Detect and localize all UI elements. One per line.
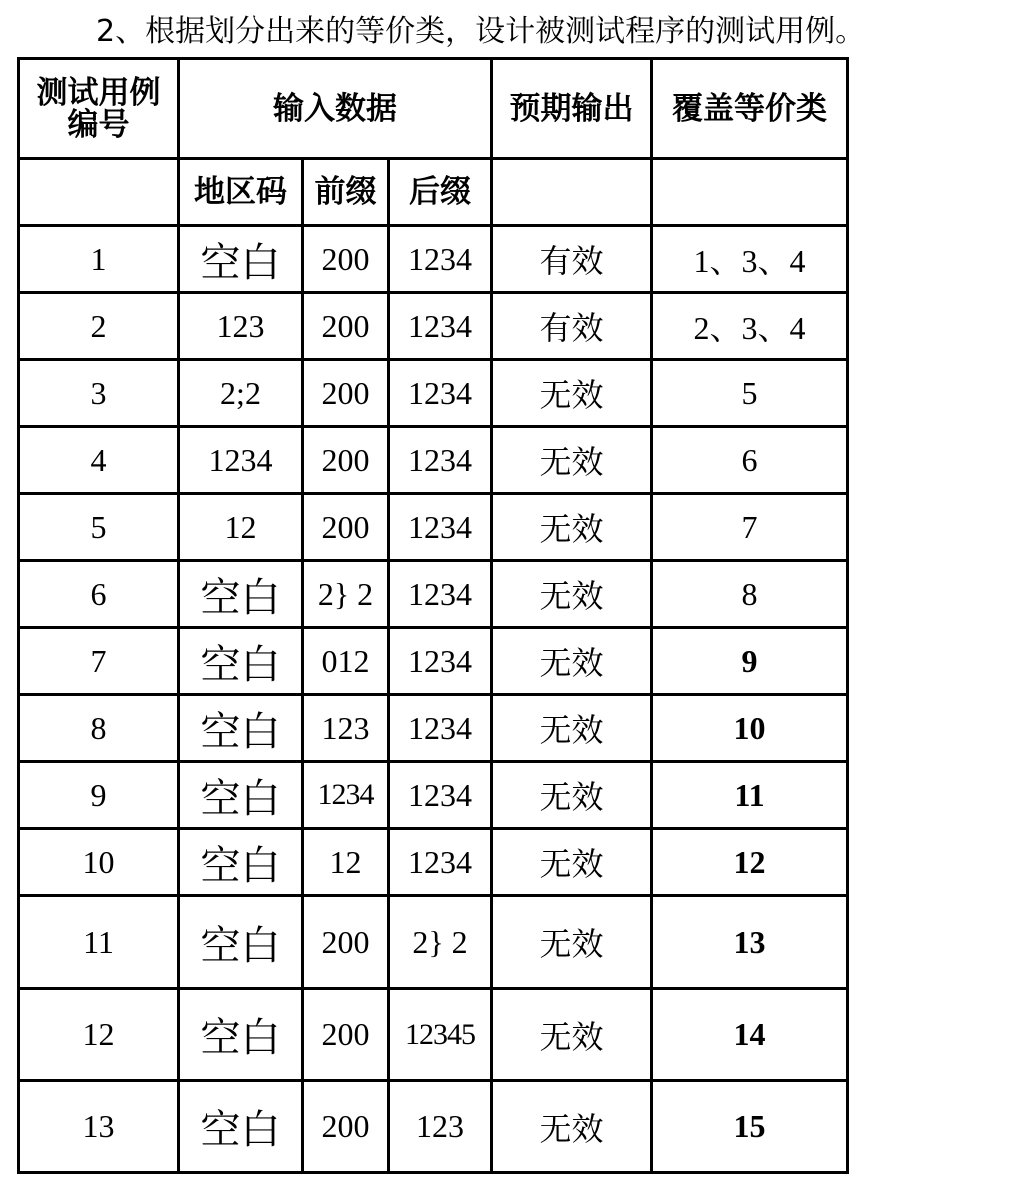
table-row xyxy=(19,494,848,561)
suffix-cell: 1234 xyxy=(389,360,492,427)
case-id-cell: 8 xyxy=(19,695,179,762)
suffix-cell: 2} 2 xyxy=(389,896,492,989)
table-row xyxy=(19,427,848,494)
prefix-cell: 200 xyxy=(303,427,389,494)
covered-classes-cell: 15 xyxy=(652,1081,848,1173)
table-row xyxy=(19,695,848,762)
area-code-cell: 空白 xyxy=(179,762,303,829)
expected-output-cell: 有效 xyxy=(492,226,652,293)
case-id-cell: 12 xyxy=(19,989,179,1081)
expected-output-cell: 无效 xyxy=(492,695,652,762)
table-row xyxy=(19,762,848,829)
covered-classes-cell: 8 xyxy=(652,561,848,628)
header-covered: 覆盖等价类 xyxy=(652,59,848,159)
prefix-cell: 200 xyxy=(303,226,389,293)
suffix-cell: 1234 xyxy=(389,561,492,628)
prefix-cell: 123 xyxy=(303,695,389,762)
header-area-code: 地区码 xyxy=(179,159,303,226)
case-id-cell: 11 xyxy=(19,896,179,989)
case-id-cell: 9 xyxy=(19,762,179,829)
header-prefix: 前缀 xyxy=(303,159,389,226)
area-code-cell: 空白 xyxy=(179,695,303,762)
table-row xyxy=(19,226,848,293)
covered-classes-cell: 6 xyxy=(652,427,848,494)
suffix-cell: 1234 xyxy=(389,829,492,896)
area-code-cell: 1234 xyxy=(179,427,303,494)
prefix-cell: 12 xyxy=(303,829,389,896)
covered-classes-cell: 12 xyxy=(652,829,848,896)
prefix-cell: 200 xyxy=(303,989,389,1081)
area-code-cell: 空白 xyxy=(179,1081,303,1173)
header-suffix: 后缀 xyxy=(389,159,492,226)
prefix-cell: 1234 xyxy=(303,762,389,829)
case-id-cell: 1 xyxy=(19,226,179,293)
header-case-id-line1: 测试用例 xyxy=(36,74,161,111)
table-row xyxy=(19,1081,848,1173)
expected-output-cell: 无效 xyxy=(492,494,652,561)
suffix-cell: 123 xyxy=(389,1081,492,1173)
case-id-cell: 4 xyxy=(19,427,179,494)
table-row xyxy=(19,360,848,427)
covered-classes-cell: 11 xyxy=(652,762,848,829)
prefix-cell: 200 xyxy=(303,360,389,427)
covered-classes-cell: 5 xyxy=(652,360,848,427)
prefix-cell: 012 xyxy=(303,628,389,695)
header-row-sub xyxy=(19,159,848,226)
case-id-cell: 13 xyxy=(19,1081,179,1173)
area-code-cell: 2;2 xyxy=(179,360,303,427)
suffix-cell: 1234 xyxy=(389,628,492,695)
suffix-cell: 1234 xyxy=(389,695,492,762)
suffix-cell: 1234 xyxy=(389,293,492,360)
covered-classes-cell: 14 xyxy=(652,989,848,1081)
case-id-cell: 5 xyxy=(19,494,179,561)
case-id-cell: 7 xyxy=(19,628,179,695)
expected-output-cell: 无效 xyxy=(492,360,652,427)
area-code-cell: 空白 xyxy=(179,628,303,695)
covered-classes-cell: 2、3、4 xyxy=(652,293,848,360)
section-heading: 2、根据划分出来的等价类，设计被测试程序的测试用例。 xyxy=(96,14,866,49)
table-row xyxy=(19,293,848,360)
suffix-cell: 1234 xyxy=(389,226,492,293)
expected-output-cell: 无效 xyxy=(492,427,652,494)
prefix-cell: 200 xyxy=(303,293,389,360)
case-id-cell: 6 xyxy=(19,561,179,628)
expected-output-cell: 无效 xyxy=(492,989,652,1081)
header-case-id xyxy=(19,59,179,159)
covered-classes-cell: 10 xyxy=(652,695,848,762)
area-code-cell: 空白 xyxy=(179,896,303,989)
expected-output-cell: 有效 xyxy=(492,293,652,360)
header-empty xyxy=(492,159,652,226)
suffix-cell: 1234 xyxy=(389,427,492,494)
prefix-cell: 200 xyxy=(303,896,389,989)
covered-classes-cell: 9 xyxy=(652,628,848,695)
header-expected: 预期输出 xyxy=(492,59,652,159)
expected-output-cell: 无效 xyxy=(492,762,652,829)
prefix-cell: 2} 2 xyxy=(303,561,389,628)
suffix-cell: 1234 xyxy=(389,762,492,829)
test-case-rows xyxy=(19,226,848,1173)
covered-classes-cell: 1、3、4 xyxy=(652,226,848,293)
expected-output-cell: 无效 xyxy=(492,1081,652,1173)
table-row xyxy=(19,896,848,989)
area-code-cell: 12 xyxy=(179,494,303,561)
expected-output-cell: 无效 xyxy=(492,829,652,896)
header-case-id-line2: 编号 xyxy=(67,106,130,143)
expected-output-cell: 无效 xyxy=(492,628,652,695)
header-input: 输入数据 xyxy=(179,59,492,159)
test-case-table xyxy=(17,57,849,1174)
table-row xyxy=(19,561,848,628)
covered-classes-cell: 13 xyxy=(652,896,848,989)
header-row-main xyxy=(19,59,848,159)
table-row xyxy=(19,628,848,695)
header-empty xyxy=(652,159,848,226)
prefix-cell: 200 xyxy=(303,1081,389,1173)
expected-output-cell: 无效 xyxy=(492,561,652,628)
header-empty xyxy=(19,159,179,226)
area-code-cell: 空白 xyxy=(179,561,303,628)
suffix-cell: 12345 xyxy=(389,989,492,1081)
area-code-cell: 123 xyxy=(179,293,303,360)
area-code-cell: 空白 xyxy=(179,989,303,1081)
table-row xyxy=(19,829,848,896)
suffix-cell: 1234 xyxy=(389,494,492,561)
case-id-cell: 2 xyxy=(19,293,179,360)
area-code-cell: 空白 xyxy=(179,226,303,293)
prefix-cell: 200 xyxy=(303,494,389,561)
area-code-cell: 空白 xyxy=(179,829,303,896)
case-id-cell: 10 xyxy=(19,829,179,896)
table-row xyxy=(19,989,848,1081)
expected-output-cell: 无效 xyxy=(492,896,652,989)
covered-classes-cell: 7 xyxy=(652,494,848,561)
case-id-cell: 3 xyxy=(19,360,179,427)
